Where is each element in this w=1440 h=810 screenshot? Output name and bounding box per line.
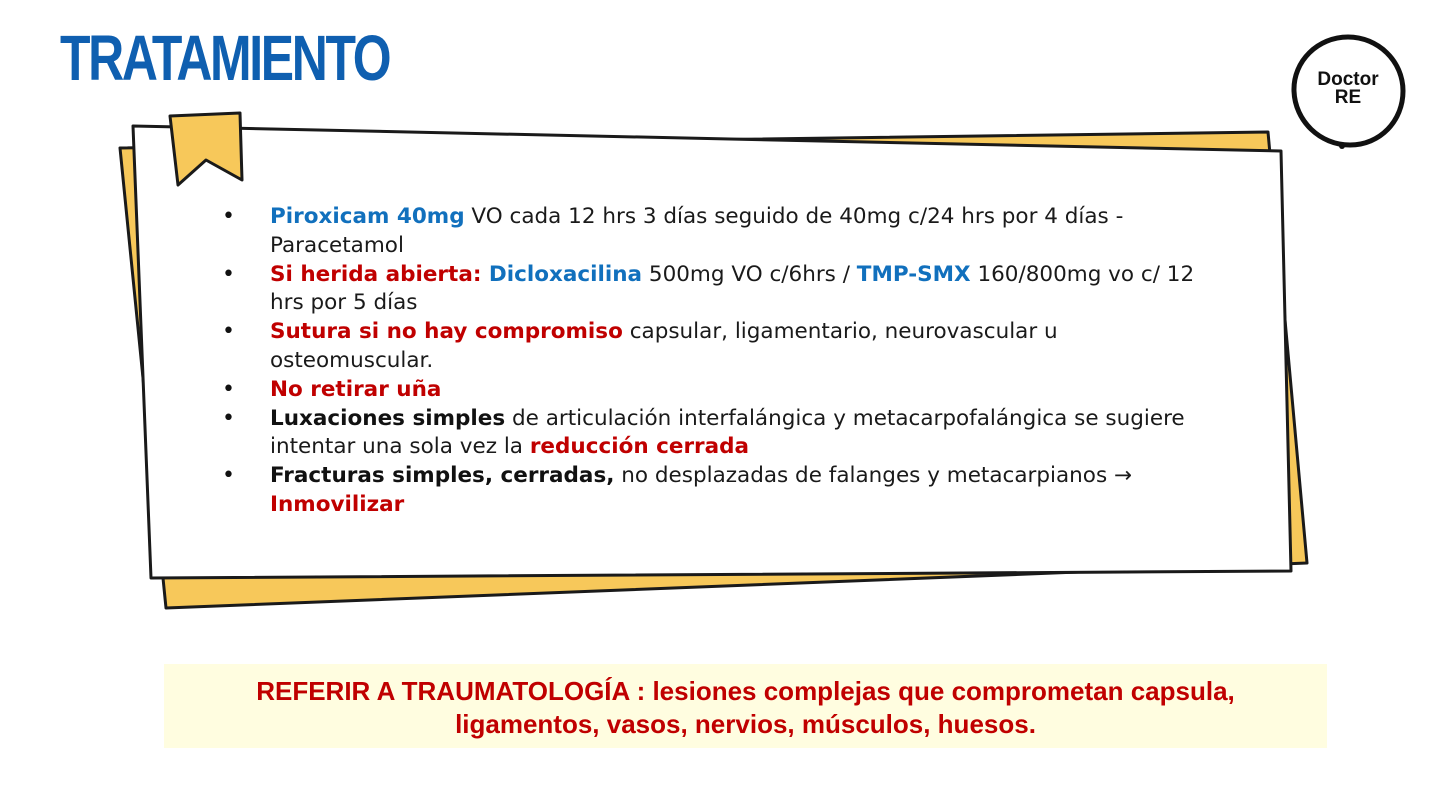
item-text: de articulación interfalángica y metacarpofalángica se sugiere intentar una sola vez la <box>270 405 1185 460</box>
banner-line-2: ligamentos, vasos, nervios, músculos, huesos. <box>455 709 1036 739</box>
list-item <box>222 318 1212 376</box>
drug-name: Piroxicam 40mg <box>270 204 465 229</box>
item-text: 160/800mg vo c/ 12 hrs por 5 días <box>270 261 1195 316</box>
emphasis-text: Sutura si no hay compromiso <box>270 319 623 345</box>
emphasis-text: Luxaciones simples <box>270 405 506 431</box>
item-text: VO cada 12 hrs 3 días seguido de 40mg c/24 hrs por 4 días - Paracetamol <box>270 204 1124 258</box>
list-item <box>222 462 1212 520</box>
referral-banner <box>164 664 1327 748</box>
banner-text <box>164 675 1327 741</box>
item-text: 500mg VO c/6hrs / <box>642 261 857 287</box>
emphasis-text: Inmovilizar <box>270 491 405 517</box>
list-item <box>222 405 1212 463</box>
drug-name: TMP-SMX <box>856 261 971 287</box>
item-text: capsular, ligamentario, neurovascular u osteomuscular. <box>270 319 1058 373</box>
emphasis-text: reducción cerrada <box>529 434 750 460</box>
emphasis-text: No retirar uña <box>270 376 442 402</box>
list-item <box>222 261 1212 319</box>
logo-line-1: Doctor <box>1317 69 1379 90</box>
condition-label: Si herida abierta: <box>270 261 489 287</box>
logo-line-2: RE <box>1334 87 1362 108</box>
item-text: no desplazadas de falanges y metacarpianos → <box>614 463 1132 489</box>
treatment-list <box>222 203 1212 520</box>
drug-name: Dicloxacilina <box>488 261 643 287</box>
emphasis-text: Fracturas simples, cerradas, <box>270 463 615 489</box>
banner-line-1: REFERIR A TRAUMATOLOGÍA : lesiones complejas que comprometan capsula, <box>256 676 1235 706</box>
page-title: TRATAMIENTO <box>60 22 390 94</box>
list-item <box>222 376 1212 405</box>
list-item <box>222 203 1212 261</box>
